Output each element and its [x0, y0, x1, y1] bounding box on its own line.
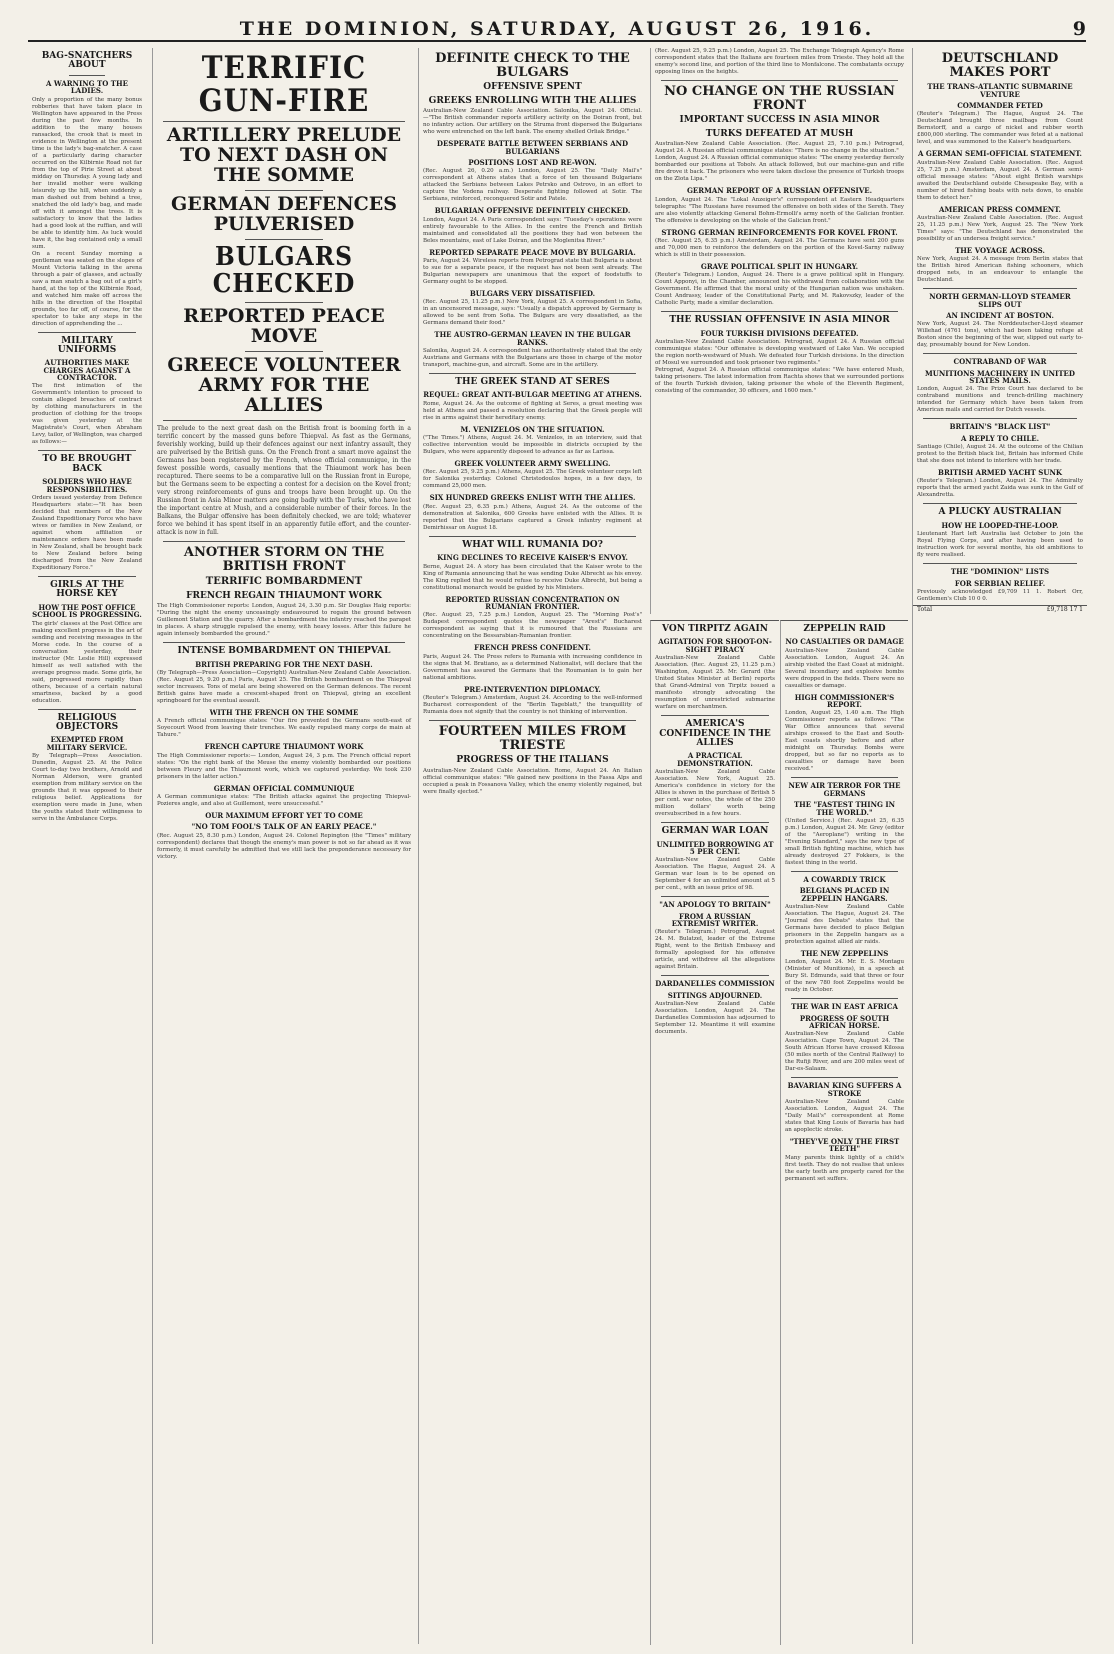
subheadline: REPORTED SEPARATE PEACE MOVE BY BULGARIA.: [429, 247, 636, 257]
subheadline: SOLDIERS WHO HAVE RESPONSIBILITIES.: [42, 477, 132, 494]
subheadline: AGITATION FOR SHOOT-ON-SIGHT PIRACY: [658, 637, 772, 654]
article-text: Australian-New Zealand Cable Association. (Rec. August 25, 11.25 p.m.) New York, August 25. The "New York Times" says: "The Deutschland has demonstrated the possibility of an undersea freight service.": [917, 215, 1083, 242]
column-4b: [780, 620, 908, 1645]
subheadline: BULGARS VERY DISSATISFIED.: [469, 288, 596, 298]
headline: TO BE BROUGHT BACK: [42, 454, 132, 474]
divider: [245, 302, 324, 303]
article-text: London, August 24. A Russian official communique states: "The enemy yesterday fiercely bombarded our positions at Tobolv. An attack followed, but our machine-gun and rifle fire drove it back. The prisoners who were taken disclose the presence of Turkish troops on the Zlota Lipa.": [655, 155, 904, 183]
article-text: The High Commissioner reports: London, August 24, 3.30 p.m. Sir Douglas Haig reports: "During the night the enemy unceasingly endeavoured to regain the ground between Guillemont Station and the quarry. After a bombardment the infantry reached the parapet in places. A sharp struggle repulsed the enemy, with heavy losses. After this failure he again intensely bombarded the ground.": [157, 603, 411, 638]
subheadline: HIGH COMMISSIONER'S REPORT.: [794, 692, 895, 710]
article-text: Australian-New Zealand Cable Association. (Rec. August 25, 7.25 p.m.) Amsterdam, August 24. A German semi-official message states: "About eight British warships awaited the Deutschland outside Chesapeake Bay, with a number of hired fishing boats with nets down, to enable them to detect her.": [917, 159, 1083, 201]
column-4: [650, 48, 908, 614]
subheadline: KING DECLINES TO RECEIVE KAISER'S ENVOY.: [437, 553, 628, 563]
article-text: London, August 24. A Paris correspondent says: "Tuesday's operations were entirely favourable to the Allies. In the centre the French and British maintained and consolidated all the positions they had won between the Beles mountains, east of Lake Doiran, and the Moglenitsa River.": [423, 216, 642, 244]
article-text: A German communique states: "The British attacks against the projecting Thiepval-Pozieres angle, and also at Guillemont, were unsuccessful.": [157, 794, 411, 808]
headline-deck: GREEKS ENROLLING WITH THE ALLIES: [428, 95, 637, 106]
subheadline: PROGRESS OF SOUTH AFRICAN HORSE.: [799, 1013, 890, 1030]
article-text: Paris, August 24. The Press refers to Rumania with increasing confidence in the signs that M. Bratiano, as a determined Nationalist, will declare that the Government has assured the Germans that the Roumanian is to gain her national ambitions.: [423, 653, 642, 681]
article-text: Australian-New Zealand Cable Association. London, August 24. The "Daily Mail's" correspondent at Rome states that King Louis of Bavaria has had an apoplectic stroke.: [785, 1098, 904, 1133]
subheadline: BULGARIAN OFFENSIVE DEFINITELY CHECKED.: [434, 206, 631, 216]
divider: [163, 420, 405, 421]
article-text: A French official communique states: "Our fire prevented the Germans south-east of Soyecourt Wood from leaving their trenches. We easily repulsed many corps de main at Tahure.": [157, 718, 411, 739]
headline-deck: PROGRESS OF THE ITALIANS: [456, 755, 609, 766]
subheadline: AN INCIDENT AT BOSTON.: [946, 311, 1054, 321]
divider: [923, 353, 1077, 354]
article-text: (Rec. August 25, 8.30 p.m.) London, August 24. Colonel Repington (the "Times" military correspondent) declares that though the enemy's man power is not so far ahead as it was formerly, it must carefully be admitted that we still lack the preponderance necessary for victory.: [157, 832, 411, 860]
article-text: (Reuter's Telegram.) London, August 24. The Admiralty reports that the armed yacht Zaida was sunk in the Gulf of Alexandretta.: [917, 478, 1083, 499]
subheadline: A PRACTICAL DEMONSTRATION.: [677, 751, 753, 768]
headline: THE "DOMINION" LISTS: [950, 567, 1050, 577]
divider: [38, 709, 136, 710]
headline: NO CHANGE ON THE RUSSIAN FRONT: [664, 84, 895, 113]
article-text: The prelude to the next great dash on the British front is booming forth in a terrific concert by the massed guns before Thiepval. As fast as the Germans, feverishly working, build up their defences against our next infantry assault, they are pulverised by the British guns. On the French front a smart move against the Germans has been registered by the French, whose official communique, in the fewest possible words, casually mentions that the Thiaumont work has been recaptured. There seems to be a comparative lull on the Russian front in Europe, but the Germans seem to be expecting a contest for a decision on the Kovel front; very strong reinforcements of guns and troops have been brought up. On the Russian front in Asia Minor matters are going badly with the Turks, who have lost the important centre at Mush, and a considerable number of their forces. In the Balkans, the Bulgar offensive has been definitely checked, we are told; whatever force we behind it has spent itself in an apparently futile effort, and the counter-attack is now in full.: [157, 425, 411, 537]
article-text: The girls' classes at the Post Office are making excellent progress in the art of sending and receiving messages in the Morse code. In the course of a conversation yesterday, their instructor (Mr. Leslie Hill) expressed himself as well satisfied with the average progress made. Some girls, he said, progressed more rapidly than others, because of a certain natural smartness, backed by a good education.: [32, 620, 142, 704]
divider: [429, 536, 636, 537]
divider: [38, 332, 136, 333]
subheadline: DESPERATE BATTLE BETWEEN SERBIANS AND BULGARIANS: [436, 139, 629, 156]
article-text: Paris, August 24. Wireless reports from Petrograd state that Bulgaria is about to sue for a separate peace, if the request has not been sent already. The Bulgarian newspapers are unanimous that the export of foodstuffs to Germany ought to be stopped.: [423, 257, 642, 285]
article-text: Salonika, August 24. A correspondent has authoritatively stated that the only Austrians and Germans with the Bulgarians are those in charge of the motor transport, machine-gun, and aircraft. Some are in the artillery.: [423, 347, 642, 368]
subheadline: AUTHORITIES MAKE CHARGES AGAINST A CONTRACTOR.: [43, 358, 131, 383]
headline: ZEPPELIN RAID: [803, 624, 886, 634]
article-text: Orders issued yesterday from Defence Headquarters state:—"It has been decided that members of the New Zealand Expeditionary Force who have wives or families in New Zealand, or against whom affiliation or maintenance orders have been made in New Zealand, shall be brought back to New Zealand before being discharged from the New Zealand Expeditionary Force.": [32, 495, 142, 572]
article-text: Australian-New Zealand Cable Association. Cape Town, August 24. The South African Horse have crossed Kilossa (50 miles north of the Central Railway) to the Rufiji River, and are 200 miles west of Dar-es-Salaam.: [785, 1031, 904, 1073]
article-text: The first intimation of the Government's intention to proceed to contain alleged breaches of contract by clothing manufacturers in the production of clothing for the troops was given yesterday at the Magistrate's Court, when Abraham Levy, tailor, of Wellington, was charged as follows:—: [32, 383, 142, 446]
subheadline: BELGIANS PLACED IN ZEPPELIN HANGARS.: [799, 886, 890, 903]
subheadline: SITTINGS ADJOURNED.: [667, 990, 763, 1000]
subheadline: THE VOYAGE ACROSS.: [955, 246, 1045, 255]
subheadline: POSITIONS LOST AND RE-WON.: [468, 157, 597, 167]
divider: [791, 1077, 898, 1078]
article-text: Australian-New Zealand Cable Association. London, August 24. An airship visited the East Coast at midnight. Several incendiary and explosive bombs were dropped in the fields. There were no casualties or damage.: [785, 647, 904, 689]
article-text: London, August 24. The "Lokal Anzeiger's" correspondent at Eastern Headquarters telegraphs: "The Russians have resumed the offensive on both sides of the Sereth. They are also violently attacking General Bohm-Ermolli's army north of the Galician frontier. The offensive is developing on the whole of the Galician front.": [655, 196, 904, 224]
column-5: [912, 48, 1087, 1644]
headline-deck: REPORTED PEACE MOVE: [183, 305, 385, 348]
subheadline: FRENCH PRESS CONFIDENT.: [474, 643, 591, 653]
subheadline: PRE-INTERVENTION DIPLOMACY.: [464, 684, 601, 694]
article-text: (Reuter's Telegram.) Petrograd, August 24. M. Bulatzel, leader of the Extreme Right, went to the British Embassy and formally apologised for his offensive article, and withdrew all the allegations against Britain.: [655, 929, 775, 971]
headline-deck: THE TRANS-ATLANTIC SUBMARINE VENTURE: [927, 82, 1073, 99]
divider: [923, 418, 1077, 419]
subscription-total: [913, 605, 1087, 613]
page-number: 9: [1072, 18, 1086, 40]
divider: [661, 311, 898, 312]
divider: [245, 239, 324, 240]
subheadline: THE "FASTEST THING IN THE WORLD.": [793, 800, 896, 817]
subheadline: GERMAN OFFICIAL COMMUNIQUE: [213, 783, 355, 793]
headline: A COWARDLY TRICK: [803, 874, 886, 884]
subheadline: OUR MAXIMUM EFFORT YET TO COME: [205, 811, 363, 821]
headline: NORTH GERMAN-LLOYD STEAMER SLIPS OUT: [929, 292, 1071, 309]
subheadline: HOW THE POST OFFICE SCHOOL IS PROGRESSING.: [32, 602, 142, 620]
headline: CONTRABAND OF WAR: [953, 357, 1047, 367]
subheadline: UNLIMITED BORROWING AT 5 PER CENT.: [656, 839, 774, 856]
subheadline: MUNITIONS MACHINERY IN UNITED STATES MAILS.: [925, 368, 1075, 386]
article-text: (United Service.) (Rec. August 25, 6.35 p.m.) London, August 24. Mr. Grey (editor of the "Aeroplane") writing in the "Evening Standard," says the new type of small British fighting machine, which has already destroyed 27 Fokkers, is the fastest thing in the world.: [785, 817, 904, 866]
divider: [791, 777, 898, 778]
subheadline: M. VENIZELOS ON THE SITUATION.: [460, 424, 605, 434]
divider: [163, 642, 405, 643]
total-label: Total: [917, 605, 933, 613]
article-text: ("The Times.") Athens, August 24. M. Venizelos, in an interview, said that collective intervention would be impossible in districts occupied by the Bulgars, who were apparently disposed to advance as far as Larissa.: [423, 435, 642, 456]
divider: [69, 75, 104, 76]
article-text: Australian-New Zealand Cable Association. (Rec. August 25, 7.10 p.m.) Petrograd, August 24. A Russian official communique states: "There is no change in the situation.": [655, 141, 904, 155]
article-text: Many parents think lightly of a child's first teeth. They do not realise that unless the early teeth are properly cared for the permanent set suffers.: [785, 1154, 904, 1182]
subheadline: A GERMAN SEMI-OFFICIAL STATEMENT.: [918, 149, 1082, 159]
subheadline: HOW HE LOOPED-THE-LOOP.: [941, 520, 1059, 530]
headline: GIRLS AT THE HORSE KEY: [50, 580, 124, 600]
article-text: Australian-New Zealand Cable Association. Salonika, August 24. Official.—"The British commander reports artillery activity on the Doiran front, but no infantry action. Our artillery on the Struma front dispersed the Bulgarians who were entrenched on the left bank. The enemy shelled Orliak Bridge.": [423, 108, 642, 136]
divider: [923, 288, 1077, 289]
divider: [163, 121, 405, 122]
divider: [661, 822, 769, 823]
article-text: (Rec. August 26, 0.20 a.m.) London, August 25. The "Daily Mail's" correspondent at Athens states that a force of ten thousand Bulgarians attacked the Serbians between Lakes Petrsko and Ostrovo, in an effort to capture the Vodena railway. Desperate fighting followed at Sotir. The Serbians, reinforced, reconquered Sotir and Patele.: [423, 168, 642, 203]
newspaper-title: THE DOMINION, SATURDAY, AUGUST 26, 1916.: [239, 18, 875, 40]
column-4a: [650, 620, 779, 1645]
article-text: Santiago (Chile), August 24. At the outcome of the Chilian protest to the British black list, Britain has informed Chile that she does not intend to interfere with her trade.: [917, 444, 1083, 465]
headline: DEFINITE CHECK TO THE BULGARS: [435, 51, 630, 80]
article-text: Australian-New Zealand Cable Association. (Rec. August 25, 11.25 p.m.) Washington, August 25. Mr. Gerard (the United States Minister at Berlin) reports that Grand-Admiral von Tirpitz issued a manifesto strongly advocating the resumption of unrestricted submarine warfare on merchantmen.: [655, 655, 775, 711]
headline: THE GREEK STAND AT SERES: [455, 376, 610, 387]
article-text: Only a proportion of the many bonus robberies that have taken place in Wellington have appeared in the Press during the past few months. In addition to the many houses ransacked, the crook that is meet in evidence in Wellington at the present time is the lady's bag-snatcher. A case of a particularly daring character occurred on the Kilbirnie Road not far from the top of Pirie Street at about midday on Thursday. A young lady and her invalid mother were walking leisurely up the hill, when suddenly a man dashed out from behind a tree, snatched the old lady's bag, and made off with it amongst the trees. It is satisfactory to know that the ladies had a good look at the ruffian, and will be able to identify him. As luck would have it, the bag contained only a small sum.: [32, 96, 142, 250]
article-text: Lieutenant Hart left Australia last October to join the Royal Flying Corps, and after having been used to instruction work for several months, his old ambitions to fly were realised.: [917, 531, 1083, 559]
article-text: Berne, August 24. A story has been circulated that the Kaiser wrote to the King of Rumania announcing that he was sending Duke Albrecht as his envoy. The King replied that he would refuse to receive Duke Albrecht, but being a constitutional monarch would be guided by his Ministers.: [423, 563, 642, 591]
headline-deck: BULGARS CHECKED: [212, 241, 356, 300]
headline: BRITISH ARMED YACHT SUNK: [938, 468, 1062, 478]
subheadline: GRAVE POLITICAL SPLIT IN HUNGARY.: [700, 261, 859, 271]
headline-deck: OFFENSIVE SPENT: [483, 82, 582, 93]
headline: DARDANELLES COMMISSION: [655, 979, 775, 989]
divider: [661, 975, 769, 976]
article-text: The High Commissioner reports:— London, August 24, 3 p.m. The French official report states: "On the right bank of the Meuse the enemy violently bombarded our positions between Fleury and the Thiaumont work, which we captured yesterday. We took 230 prisoners in the latter action.": [157, 752, 411, 780]
headline: "THEY'VE ONLY THE FIRST TEETH": [789, 1136, 900, 1154]
headline: INTENSE BOMBARDMENT ON THIEPVAL: [177, 646, 391, 657]
subheadline: GREEK VOLUNTEER ARMY SWELLING.: [454, 459, 611, 469]
article-text: Australian-New Zealand Cable Association. The Hague, August 24. The "Journal des Debats" states that the Germans have decided to place Belgian prisoners in the Zeppelin hangars as a protection against allied air raids.: [785, 903, 904, 945]
headline-deck: GERMAN DEFENCES PULVERISED: [171, 192, 397, 235]
article-text: Previously acknowledged £9,709 11 1. Robert Orr, Gentlemen's Club 10 0 0.: [917, 588, 1083, 602]
headline-deck: COMMANDER FETED: [957, 100, 1043, 110]
headline: FOURTEEN MILES FROM TRIESTE: [438, 723, 627, 753]
headline: RELIGIOUS OBJECTORS: [55, 712, 119, 733]
article-text: Australian-New Zealand Cable Association. Petrograd, August 24. A Russian official communique states: "Our offensive is developing westward of Lake Van. We occupied the region north-westward of Mush. We defeated four Turkish divisions. In the direction of Mosul we surrounded and took prisoner two regiments.": [655, 338, 904, 366]
headline: BAG-SNATCHERS ABOUT: [41, 51, 133, 71]
headline-deck: TERRIFIC BOMBARDMENT: [205, 576, 363, 588]
article-text: Rome, August 24. As the outcome of fighting at Seres, a great meeting was held at Athens and passed a resolution declaring that the Greek people will rise in arms against their hereditary enemy.: [423, 400, 642, 421]
divider: [38, 450, 136, 451]
headline: ANOTHER STORM ON THE BRITISH FRONT: [183, 545, 385, 574]
article-text: (Reuter's Telegram.) The Hague, August 24. The Deutschland brought three mailbags from Count Bernstorff, and a cargo of nickel and rubber worth £800,000 sterling. The commander was feted at a national level, and was summoned to the Kaiser's headquarters.: [917, 111, 1083, 146]
article-text: (Rec. August 25, 9.25 p.m.) London, August 25. The Exchange Telegraph Agency's Rome correspondent states that the Italians are fourteen miles from Trieste. They hold all the enemy's second line, and portion of the third line to Monfalcone. The combatants occupy opposing lines on the heights.: [655, 48, 904, 75]
subheadline: SIX HUNDRED GREEKS ENLIST WITH THE ALLIES.: [429, 493, 636, 503]
headline: WHAT WILL RUMANIA DO?: [462, 539, 603, 550]
column-3: [418, 48, 646, 1644]
article-text: New York, August 24. The Norddeutscher-Lloyd steamer Willehad (4761 tons), which had been taking refuge at Boston since the beginning of the war, slipped out early to-day, presumably bound for New London.: [917, 321, 1083, 349]
column-2: [152, 48, 415, 1644]
article-text: (By Telegraph—Press Association—Copyright) Australian-New Zealand Cable Association. (Rec. August 25, 9.20 p.m.) Paris, August 25. The British bombardment on the Thiepval sector increases. Tons of metal are being showered on the German defences. The recent British gains have made a crescent-shaped front on Thiepval, giving an excellent springboard for the eventual assault.: [157, 670, 411, 705]
article-text: (Reuter's Telegram.) London, August 24. There is a grave political split in Hungary. Count Apponyi, in the Chamber, announced his withdrawal from collaboration with the Government. He affirmed that the moral unity of the Hungarian nation was unshaken. Count Andrassy, leader of the Constitutional Party, and M. Rakovszky, leader of the Catholic Party, made a similar declaration.: [655, 272, 904, 307]
headline: THE WAR IN EAST AFRICA: [791, 1002, 898, 1012]
headline: VON TIRPITZ AGAIN: [662, 624, 768, 634]
headline: DEUTSCHLAND MAKES PORT: [941, 51, 1059, 80]
article-text: (Rec. August 25, 11.25 p.m.) New York, August 25. A correspondent in Sofia, in an uncensored message, says: "Usually a dispatch approved by Germany is allowed to be sent from Sofia. The Bulgars are very dissatisfied, as the Germans demand their food.": [423, 299, 642, 327]
headline: THE NEW ZEPPELINS: [800, 948, 889, 958]
divider: [245, 190, 324, 191]
article-text: By Telegraph—Press Association. Dunedin, August 25. At the Police Court to-day two brothers, Arnold and Norman Alderson, were granted exemption from military service on the grounds that it was opposed to their religious belief. Applications for exemption were made in June, when the youths stated their willingness to serve in the Ambulance Corps.: [32, 753, 142, 823]
subheadline: FOR SERBIAN RELIEF.: [954, 578, 1046, 588]
divider: [38, 576, 136, 577]
divider: [923, 563, 1077, 564]
column-1: [28, 48, 146, 1644]
subheadline: FOUR TURKISH DIVISIONS DEFEATED.: [700, 328, 859, 338]
divider: [791, 871, 898, 872]
subheadline: A WARNING TO THE LADIES.: [46, 78, 128, 96]
subheadline: THE AUSTRO-GERMAN LEAVEN IN THE BULGAR RANKS.: [434, 330, 631, 347]
headline: BRITAIN'S "BLACK LIST": [949, 422, 1051, 432]
subheadline: EXEMPTED FROM MILITARY SERVICE.: [46, 735, 128, 752]
subheadline: AMERICAN PRESS COMMENT.: [939, 204, 1061, 214]
article-text: Australian-New Zealand Cable Association. The Hague, August 24. A German war loan is to be opened on September 4 for an unlimited amount at 5 per cent., with an issue price of 98.: [655, 857, 775, 892]
subheadline: FROM A RUSSIAN EXTREMIST WRITER.: [671, 911, 759, 928]
masthead: [28, 18, 1086, 42]
subheadline: STRONG GERMAN REINFORCEMENTS FOR KOVEL FRONT.: [661, 227, 898, 237]
article-text: London, August 25, 1.40 a.m. The High Commissioner reports as follows: "The War Office announces that several airships crossed to the East and South-East coasts shortly before and after midnight on Thursday. Bombs were dropped, but so far no reports as to casualties or damage have been received.": [785, 710, 904, 773]
headline-deck: GREECE VOLUNTEER ARMY FOR THE ALLIES: [167, 354, 401, 417]
subheadline: A REPLY TO CHILE.: [960, 433, 1040, 443]
subheadline: BRITISH PREPARING FOR THE NEXT DASH.: [195, 659, 373, 669]
headline-deck: ARTILLERY PRELUDE TO NEXT DASH ON THE SOMME: [166, 124, 402, 186]
subheadline: REPORTED RUSSIAN CONCENTRATION ON RUMANIAN FRONTIER.: [445, 594, 620, 611]
headline: BAVARIAN KING SUFFERS A STROKE: [787, 1081, 902, 1098]
main-headline: TERRIFIC GUN-FIRE: [198, 50, 370, 119]
article-text: (Reuter's Telegram.) Amsterdam, August 24. According to the well-informed Bucharest correspondent of the "Berlin Tageblatt," the tranquillity of Rumania does not signify that the country is not thinking of intervention.: [423, 694, 642, 715]
article-text: (Rec. August 25, 6.35 p.m.) Amsterdam, August 24. The Germans have sent 200 guns and 70,000 men to reinforce the defenders on the portion of the Kovel-Sarny railway which is still in their possession.: [655, 237, 904, 258]
article-text: On a recent Sunday morning a gentleman was seated on the slopes of Mount Victoria talking in the arena through a pair of glasses, and actually saw a man snatch a bag out of a girl's hand, at the top of the Kilbirnie Road, and watched him make off across the hills in the direction of the Hospital grounds, too far off, of course, for the spectator to take any steps in the direction of apprehending the ...: [32, 250, 142, 327]
article-text: (Rec. August 25, 6.35 p.m.) Athens, August 24. As the outcome of the demonstration at Salonika, 600 Greeks have enlisted with the Allies. It is reported that the Bulgarians captured a Greek infantry regiment at Demirhissar on August 18.: [423, 503, 642, 531]
divider: [923, 503, 1077, 504]
divider: [661, 896, 769, 897]
article-text: Australian-New Zealand Cable Association. London, August 24. The Dardanelles Commission has adjourned to September 12. Meantime it will examine documents.: [655, 1000, 775, 1035]
headline: AMERICA'S CONFIDENCE IN THE ALLIES: [659, 719, 771, 748]
subheadline: "NO TOM FOOL'S TALK OF AN EARLY PEACE.": [191, 822, 377, 832]
divider: [661, 80, 898, 81]
article-text: London, August 24. Mr. E. S. Montagu (Minister of Munitions), in a speech at Bury St. Edmunds, said that three or four of the new 780 foot Zeppelins would be ready in October.: [785, 959, 904, 994]
article-text: Australian-New Zealand Cable Association. Rome, August 24. An Italian official communique states: "We gained new positions in the Fassa Alps and occupied a peak in Fossanova Valley, which the enemy violently regained, but were finally ejected.": [423, 767, 642, 795]
divider: [661, 715, 769, 716]
article-text: (Rec. August 25, 9.25 p.m.) Athens, August 25. The Greek volunteer corps left for Salonika yesterday. Colonel Christodoulos hopes, in a few days, to command 25,000 men.: [423, 469, 642, 490]
headline: "AN APOLOGY TO BRITAIN": [659, 900, 771, 910]
headline-deck: IMPORTANT SUCCESS IN ASIA MINOR: [679, 115, 880, 126]
headline: GERMAN WAR LOAN: [661, 826, 769, 837]
article-text: Australian-New Zealand Cable Association. New York, August 25. America's confidence in victory for the Allies is shown in the purchase of British 5 per cent. war notes, the whole of the 250 million dollars' worth being oversubscribed in a few hours.: [655, 769, 775, 818]
article-text: New York, August 24. A message from Berlin states that the British hired American fishing schooners, which dropped nets, in an endeavour to entangle the Deutschland.: [917, 256, 1083, 284]
subheadline: WITH THE FRENCH ON THE SOMME: [209, 708, 359, 718]
divider: [429, 720, 636, 721]
subheadline: FRENCH CAPTURE THIAUMONT WORK: [204, 742, 364, 752]
headline-deck: TURKS DEFEATED AT MUSH: [705, 128, 854, 139]
total-value: £9,718 17 1: [1046, 605, 1083, 613]
headline-deck: FRENCH REGAIN THIAUMONT WORK: [186, 590, 382, 601]
subheadline: REQUEL: GREAT ANTI-BULGAR MEETING AT ATHENS.: [423, 390, 642, 400]
divider: [429, 373, 636, 374]
headline: NEW AIR TERROR FOR THE GERMANS: [788, 781, 901, 798]
headline: THE RUSSIAN OFFENSIVE IN ASIA MINOR: [669, 315, 890, 326]
headline: A PLUCKY AUSTRALIAN: [938, 507, 1062, 518]
subheadline: NO CASUALTIES OR DAMAGE: [785, 637, 904, 647]
subheadline: GERMAN REPORT OF A RUSSIAN OFFENSIVE.: [686, 186, 873, 196]
divider: [163, 541, 405, 542]
divider: [791, 998, 898, 999]
article-text: Petrograd, August 24. A Russian official communique states: "We have entered Mush, taking prisoners. The latest information from Rachta shows that we surrounded portions of the fourth Turkish division, taking prisoner the whole of the Eleventh Regiment, consisting of the commander, 30 officers, and 1600 men.": [655, 366, 904, 394]
article-text: (Rec. August 25, 7.25 p.m.) London, August 25. The "Morning Post's" Budapest correspondent quotes the newspaper "Arest's" Bucharest correspondent as saying that it is rumoured that the Russians are concentrating on the Bessarabian-Rumanian frontier.: [423, 612, 642, 640]
article-text: London, August 24. The Prize Court has declared to be contraband munitions and trench-drilling machinery intended for Germany which have been taken from American mails and carried for Dutch vessels.: [917, 386, 1083, 414]
divider: [245, 351, 324, 352]
headline: MILITARY UNIFORMS: [57, 335, 117, 355]
